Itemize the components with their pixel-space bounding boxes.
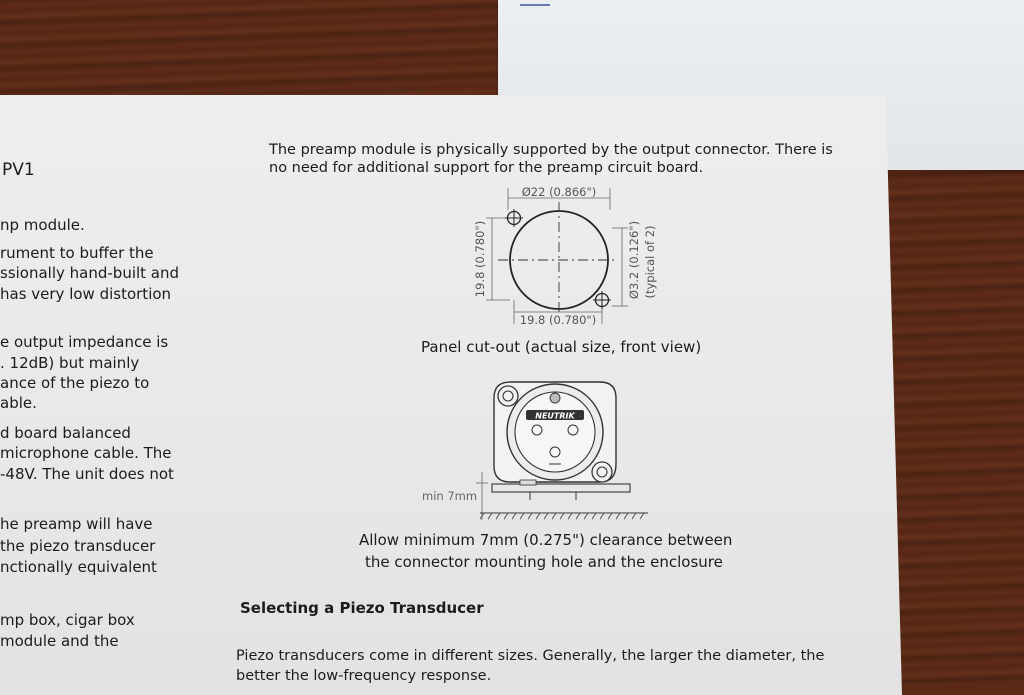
left-line: microphone cable. The [0,444,172,462]
connector-drawing [410,368,660,528]
left-line: rument to buffer the [0,244,154,262]
panel-cutout-diagram [462,178,682,330]
dim-left-label: 19.8 (0.780") [473,220,487,298]
left-line: . 12dB) but mainly [0,354,140,372]
connector-caption-line-1: Allow minimum 7mm (0.275") clearance between [359,531,733,549]
left-line: he preamp will have [0,515,153,533]
left-line: e output impedance is [0,333,169,351]
dim-bottom-label: 19.8 (0.780") [519,313,597,327]
left-line: np module. [0,216,85,234]
left-line: able. [0,394,37,412]
left-line: has very low distortion [0,285,172,303]
left-line: mp box, cigar box [0,611,135,629]
section-heading: Selecting a Piezo Transducer [240,599,484,617]
intro-line-1: The preamp module is physically supported by the output connector. There is [269,142,833,158]
left-line: module and the [0,632,119,650]
left-line: -48V. The unit does not [0,465,174,483]
left-line: d board balanced [0,424,131,442]
dim-top-label: Ø22 (0.866") [521,185,597,199]
left-title: PV1 [2,160,35,180]
section-line-1: Piezo transducers come in different sizes. Generally, the larger the diameter, the [236,648,825,664]
dim-right-label: Ø3.2 (0.126") [627,220,641,300]
intro-line-2: no need for additional support for the preamp circuit board. [269,160,704,176]
dim-right-note: (typical of 2) [643,225,657,299]
left-line: ance of the piezo to [0,374,150,392]
connector-caption-line-2: the connector mounting hole and the enclosure [365,553,723,571]
background-sheet-mark [520,0,550,6]
left-line: the piezo transducer [0,537,156,555]
cutout-caption: Panel cut-out (actual size, front view) [421,338,702,356]
neutrik-logo: NEUTRIK [535,411,575,421]
left-line: ssionally hand-built and [0,264,180,282]
section-line-2: better the low-frequency response. [236,668,492,684]
left-line: nctionally equivalent [0,558,157,576]
min-clearance-label: min 7mm [422,489,478,503]
